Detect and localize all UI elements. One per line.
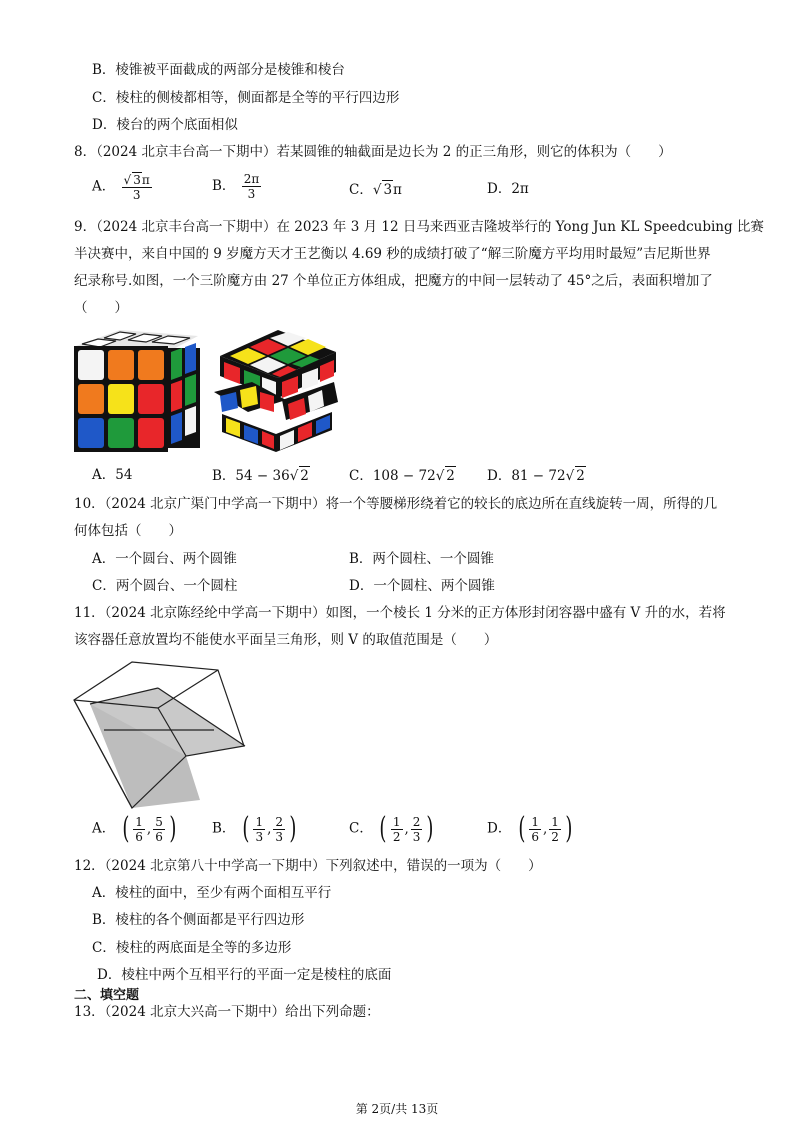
denominator: 3 — [255, 829, 264, 844]
q11-option-b: B． ( $\frac{1}{3}$ , $\frac{2}{3}$ ) — [212, 811, 297, 846]
q12-option-c: C．棱柱的两底面是全等的多边形 — [92, 940, 292, 956]
radicand: 3 — [383, 182, 393, 198]
q9-option-d: D．81 − 72√ 2 — [487, 468, 585, 484]
option-text: 2π — [511, 181, 529, 197]
fraction: $\frac{√ 3\pi}{3}$ — [123, 173, 150, 202]
q10-stem-line1: 10．（2024 北京广渠门中学高一下期中）将一个等腰梯形绕着它的较长的底边所在直线旋转一周，所得的几 — [74, 496, 718, 512]
q12-stem: 12．（2024 北京第八十中学高一下期中）下列叙述中，错误的一项为（ ） — [74, 858, 542, 874]
rubiks-cube-rotated-image — [212, 326, 340, 454]
option-text: 54 — [115, 467, 133, 483]
q12-option-d: D．棱柱中两个互相平行的平面一定是棱柱的底面 — [97, 967, 392, 983]
q10-stem-line2: 何体包括（ ） — [74, 523, 182, 539]
option-text: 81 − 72 — [511, 468, 566, 484]
option-text: 54 − 36 — [235, 468, 290, 484]
rubiks-cube-solved-image — [72, 326, 202, 454]
option-label: D． — [487, 468, 512, 484]
q9-stem-line1: 9．（2024 北京丰台高一下期中）在 2023 年 3 月 12 日马来西亚吉隆坡举行的 Yong Jun KL Speedcubing 比赛 — [74, 219, 764, 235]
q11-option-c: C． ( $\frac{1}{2}$ , $\frac{2}{3}$ ) — [349, 811, 434, 846]
q9-option-c: C．108 − 72√ 2 — [349, 468, 455, 484]
numerator: 2 — [275, 814, 284, 829]
option-text: 108 − 72 — [372, 468, 436, 484]
numerator: 1 — [551, 814, 559, 829]
q9-option-a — [92, 466, 132, 484]
q11-stem-line1: 11．（2024 北京陈经纶中学高一下期中）如图，一个棱长 1 分米的正方体形封闭容器中盛有 V 升的水，若将 — [74, 605, 726, 621]
denominator: 2 — [392, 829, 401, 844]
numerator: 1 — [255, 814, 264, 829]
q9-stem-line2: 半决赛中，来自中国的 9 岁魔方天才王艺衡以 4.69 秒的成绩打破了“解三阶魔方平均用时最短”吉尼斯世界 — [74, 246, 711, 262]
q7-option-c: C．棱柱的侧棱都相等，侧面都是全等的平行四边形 — [92, 90, 400, 106]
q12-option-a: A．棱柱的面中，至少有两个面相互平行 — [92, 885, 332, 901]
denominator: 3 — [132, 188, 141, 202]
option-label: C． — [349, 468, 373, 484]
q9-stem-line3: 纪录称号.如图，一个三阶魔方由 27 个单位正方体组成，把魔方的中间一层转动了 45°之后，表面积增加了 — [74, 273, 713, 289]
section-heading-fill-in: 二、填空题 — [74, 988, 140, 1003]
pi: π — [393, 182, 402, 198]
option-label: D． — [487, 181, 512, 197]
q8-option-a — [92, 172, 154, 202]
option-label: A． — [92, 820, 116, 837]
numerator: 1 — [531, 814, 539, 829]
q11-stem-line2: 该容器任意放置均不能使水平面呈三角形，则 V 的取值范围是（ ） — [74, 632, 498, 648]
radicand: 2 — [300, 468, 309, 484]
q11-option-d: D． ( $\frac{1}{6}$ , $\frac{1}{2}$ ) — [487, 811, 573, 846]
denominator: 6 — [155, 829, 163, 844]
option-label: B． — [212, 178, 236, 194]
q9-option-b: B．54 − 36√ 2 — [212, 468, 309, 484]
q10-option-d: D．一个圆柱、两个圆锥 — [349, 578, 495, 594]
denominator: 2 — [551, 829, 559, 844]
q8-stem: 8．（2024 北京丰台高一下期中）若某圆锥的轴截面是边长为 2 的正三角形，则它的体积为（ ） — [74, 144, 672, 160]
radicand: 2 — [446, 468, 455, 484]
fraction — [242, 172, 262, 201]
option-label: A． — [92, 467, 116, 483]
numerator: 1 — [135, 814, 143, 829]
q8-option-b — [212, 172, 263, 201]
tilted-cube-water-diagram — [70, 660, 250, 810]
q11-option-a: A． ( $\frac{1}{6}$ , $\frac{5}{6}$ ) — [92, 811, 177, 846]
option-label: B． — [212, 468, 236, 484]
option-label: B． — [212, 820, 236, 837]
q10-option-c: C．两个圆台、一个圆柱 — [92, 578, 238, 594]
denominator: 3 — [247, 187, 256, 201]
denominator: 3 — [412, 829, 421, 844]
q10-option-a: A．一个圆台、两个圆锥 — [92, 551, 237, 567]
q10-option-b: B．两个圆柱、一个圆锥 — [349, 551, 494, 567]
q9-stem-line4: （ ） — [74, 300, 128, 316]
option-label: A． — [92, 178, 116, 195]
q7-option-d: D．棱台的两个底面相似 — [92, 117, 238, 133]
q13-stem: 13．（2024 北京大兴高一下期中）给出下列命题： — [74, 1004, 380, 1020]
numerator: 2 — [412, 814, 421, 829]
option-label: C． — [349, 182, 373, 198]
radicand: 3 — [133, 173, 141, 187]
option-label: D． — [487, 820, 512, 837]
numerator: 1 — [392, 814, 401, 829]
denominator: 6 — [135, 829, 143, 844]
denominator: 6 — [531, 829, 539, 844]
numerator: 2π — [243, 172, 260, 186]
radicand: 2 — [576, 468, 585, 484]
numerator: 5 — [155, 814, 163, 829]
pi: π — [141, 173, 150, 187]
denominator: 3 — [275, 829, 284, 844]
q12-option-b: B．棱柱的各个侧面都是平行四边形 — [92, 912, 305, 928]
option-label: C． — [349, 820, 373, 837]
q8-option-d — [487, 180, 529, 198]
q7-option-b: B．棱锥被平面截成的两部分是棱锥和棱台 — [92, 62, 345, 78]
q8-option-c: C．√ 3π — [349, 182, 402, 198]
page-footer: 第 2页/共 13页 — [355, 1102, 439, 1116]
